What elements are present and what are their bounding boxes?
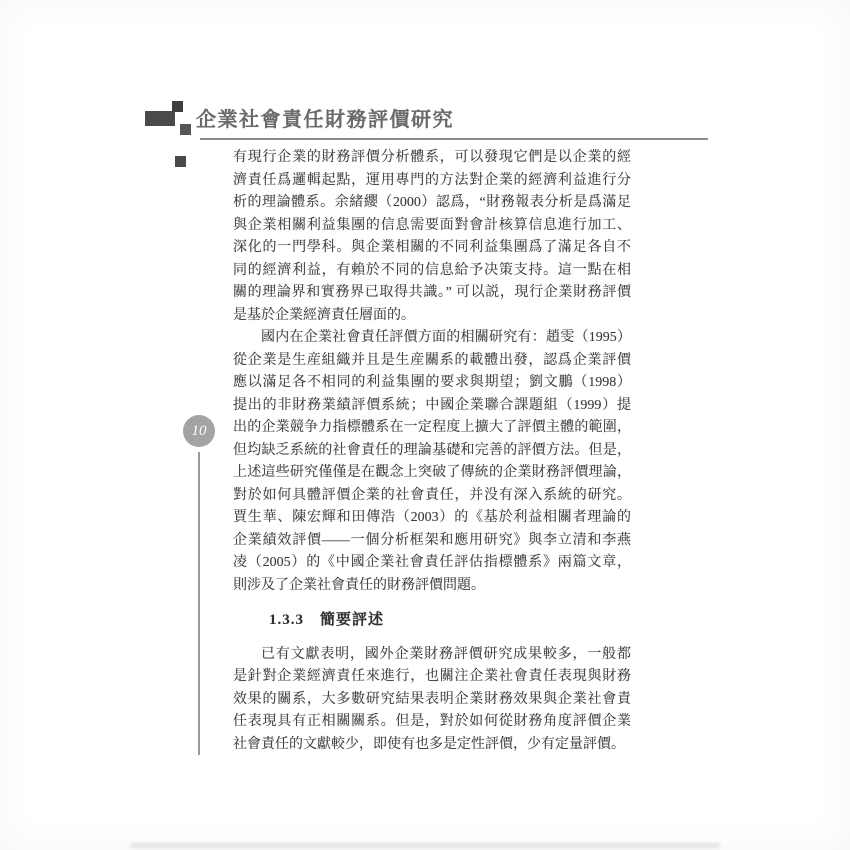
text-line: 提出的非財務業績評價系統；中國企業聯合課題組（1999）提 [233, 397, 631, 413]
text-line: 析的理論體系。余緒纓（2000）認爲，“財務報表分析是爲滿足 [233, 195, 631, 210]
text-line: 凌（2005）的《中國企業社會責任評估指標體系》兩篇文章， [233, 555, 631, 570]
text-line: 出的企業競争力指標體系在一定程度上擴大了評價主體的範圍， [233, 420, 631, 435]
text-line: 同的經濟利益，有賴於不同的信息給予决策支持。這一點在相 [233, 262, 631, 278]
logo-block-bottom [180, 124, 191, 135]
text-line: 上述這些研究僅僅是在觀念上突破了傳統的企業財務評價理論， [233, 465, 631, 480]
paragraph-3 [233, 644, 631, 757]
text-line: 則涉及了企業社會責任的財務評價問題。 [233, 577, 485, 593]
paragraph-1 [233, 147, 631, 327]
text-line: 國内在企業社會責任評價方面的相關研究有：趙雯（1995） [261, 330, 631, 345]
text-line: 濟責任爲邏輯起點，運用專門的方法對企業的經濟利益進行分 [233, 172, 631, 188]
page-content [233, 147, 631, 756]
running-head-title: 企業社會責任財務評價研究 [196, 109, 454, 131]
text-line: 從企業是生産組織并且是生産關系的載體出發，認爲企業評價 [233, 352, 631, 368]
page-number: 10 [191, 422, 207, 439]
text-line: 應以滿足各不相同的利益集團的要求與期望；劉文鵬（1998） [233, 375, 631, 390]
scan-edge-artifact [130, 844, 720, 847]
text-line: 深化的一門學科。與企業相關的不同利益集團爲了滿足各自不 [233, 240, 631, 255]
text-line: 企業績效評價——一個分析框架和應用研究》與李立清和李燕 [233, 532, 631, 548]
margin-vertical-line [198, 452, 200, 755]
page-number-badge [183, 415, 215, 447]
text-line: 任表現具有正相關關系。但是，對於如何從財務角度評價企業 [233, 714, 631, 729]
text-line: 已有文獻表明，國外企業財務評價研究成果較多，一般都 [261, 646, 631, 662]
text-line: 與企業相關利益集團的信息需要面對會計核算信息進行加工、 [233, 217, 631, 233]
section-heading: 1.3.3 簡要評述 [269, 612, 385, 628]
logo-block-large [145, 111, 175, 126]
text-line: 但均缺乏系統的社會責任的理論基礎和完善的評價方法。但是， [233, 442, 631, 458]
text-line: 關的理論界和實務界已取得共識。” 可以説，現行企業財務評價 [233, 285, 631, 300]
logo-block-top [172, 101, 183, 112]
text-line: 賈生華、陳宏輝和田傳浩（2003）的《基於利益相關者理論的 [233, 510, 631, 525]
paragraph-2 [233, 327, 631, 597]
text-line: 是針對企業經濟責任來進行，也關注企業社會責任表現與財務 [233, 669, 631, 684]
text-line: 社會責任的文獻較少，即使有也多是定性評價，少有定量評價。 [233, 736, 625, 752]
text-line: 效果的關系，大多數研究結果表明企業財務效果與企業社會責 [233, 691, 631, 707]
text-line: 對於如何具體評價企業的社會責任，并没有深入系統的研究。 [233, 487, 631, 503]
header-blocks-logo [145, 97, 195, 139]
header-rule [200, 138, 708, 140]
section-marker-square [175, 156, 186, 167]
text-line: 是基於企業經濟責任層面的。 [233, 307, 415, 323]
text-line: 有現行企業的財務評價分析體系，可以發現它們是以企業的經 [233, 150, 631, 165]
